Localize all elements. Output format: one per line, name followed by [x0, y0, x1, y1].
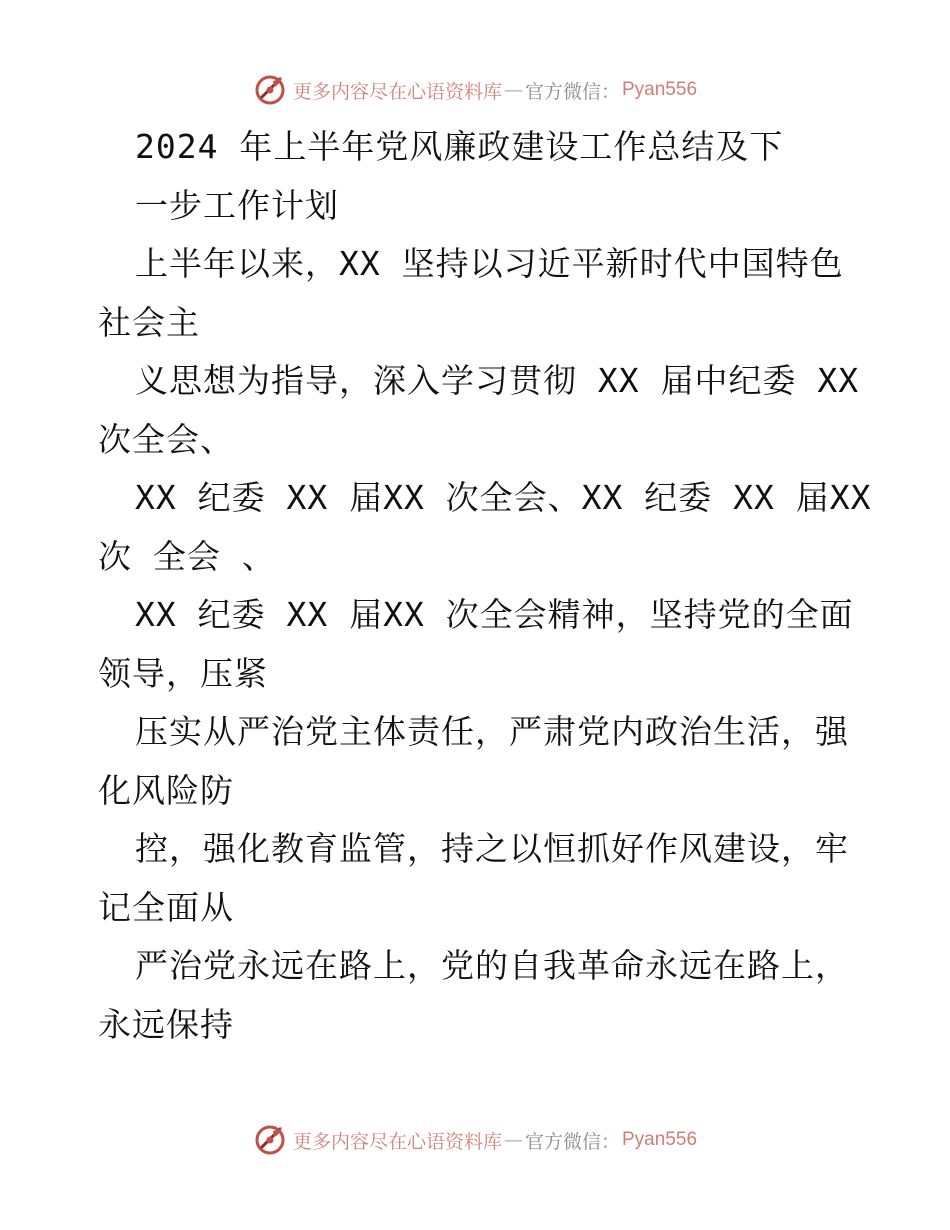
paragraph-line: 化风险防	[98, 770, 234, 810]
paragraph-line: 永远保持	[98, 1004, 234, 1044]
header-wechat-label: 官方微信：	[524, 80, 620, 103]
document-body	[98, 118, 872, 1054]
header-separator: —	[503, 79, 523, 101]
paragraph-line: 领导，压紧	[98, 653, 268, 693]
quill-circle-logo-icon	[253, 1123, 287, 1157]
paragraph-line: 压实从严治党主体责任，严肃党内政治生活，强	[135, 712, 849, 751]
footer-wechat-id: Pyan556	[622, 1129, 698, 1150]
paragraph-line: XX 纪委 XX 届XX 次全会精神，坚持党的全面	[135, 595, 854, 634]
paragraph-line: 义思想为指导，深入学习贯彻 XX 届中纪委 XX	[135, 361, 860, 400]
paragraph-line: 控，强化教育监管，持之以恒抓好作风建设，牢	[135, 829, 849, 868]
paragraph-line: XX 纪委 XX 届XX 次全会、XX 纪委 XX 届XX	[135, 478, 872, 517]
paragraph-line: 次 全会 、	[98, 536, 276, 576]
title-line-1: 2024 年上半年党风廉政建设工作总结及下	[135, 127, 784, 166]
header-brand-text: 更多内容尽在心语资料库	[292, 80, 502, 103]
paragraph-line: 社会主	[98, 302, 200, 342]
header-wechat-id: Pyan556	[622, 79, 698, 100]
footer-separator: —	[503, 1129, 523, 1151]
paragraph-line: 严治党永远在路上，党的自我革命永远在路上，	[135, 946, 849, 985]
paragraph-line: 记全面从	[98, 887, 234, 927]
title-line-2: 一步工作计划	[135, 185, 339, 225]
footer-banner	[0, 1120, 950, 1160]
footer-brand-text: 更多内容尽在心语资料库	[292, 1130, 502, 1153]
paragraph-line: 上半年以来，XX 坚持以习近平新时代中国特色	[135, 244, 844, 283]
quill-circle-logo-icon	[253, 73, 287, 107]
header-banner	[0, 70, 950, 110]
footer-wechat-label: 官方微信：	[524, 1130, 620, 1153]
paragraph-line: 次全会、	[98, 419, 234, 459]
